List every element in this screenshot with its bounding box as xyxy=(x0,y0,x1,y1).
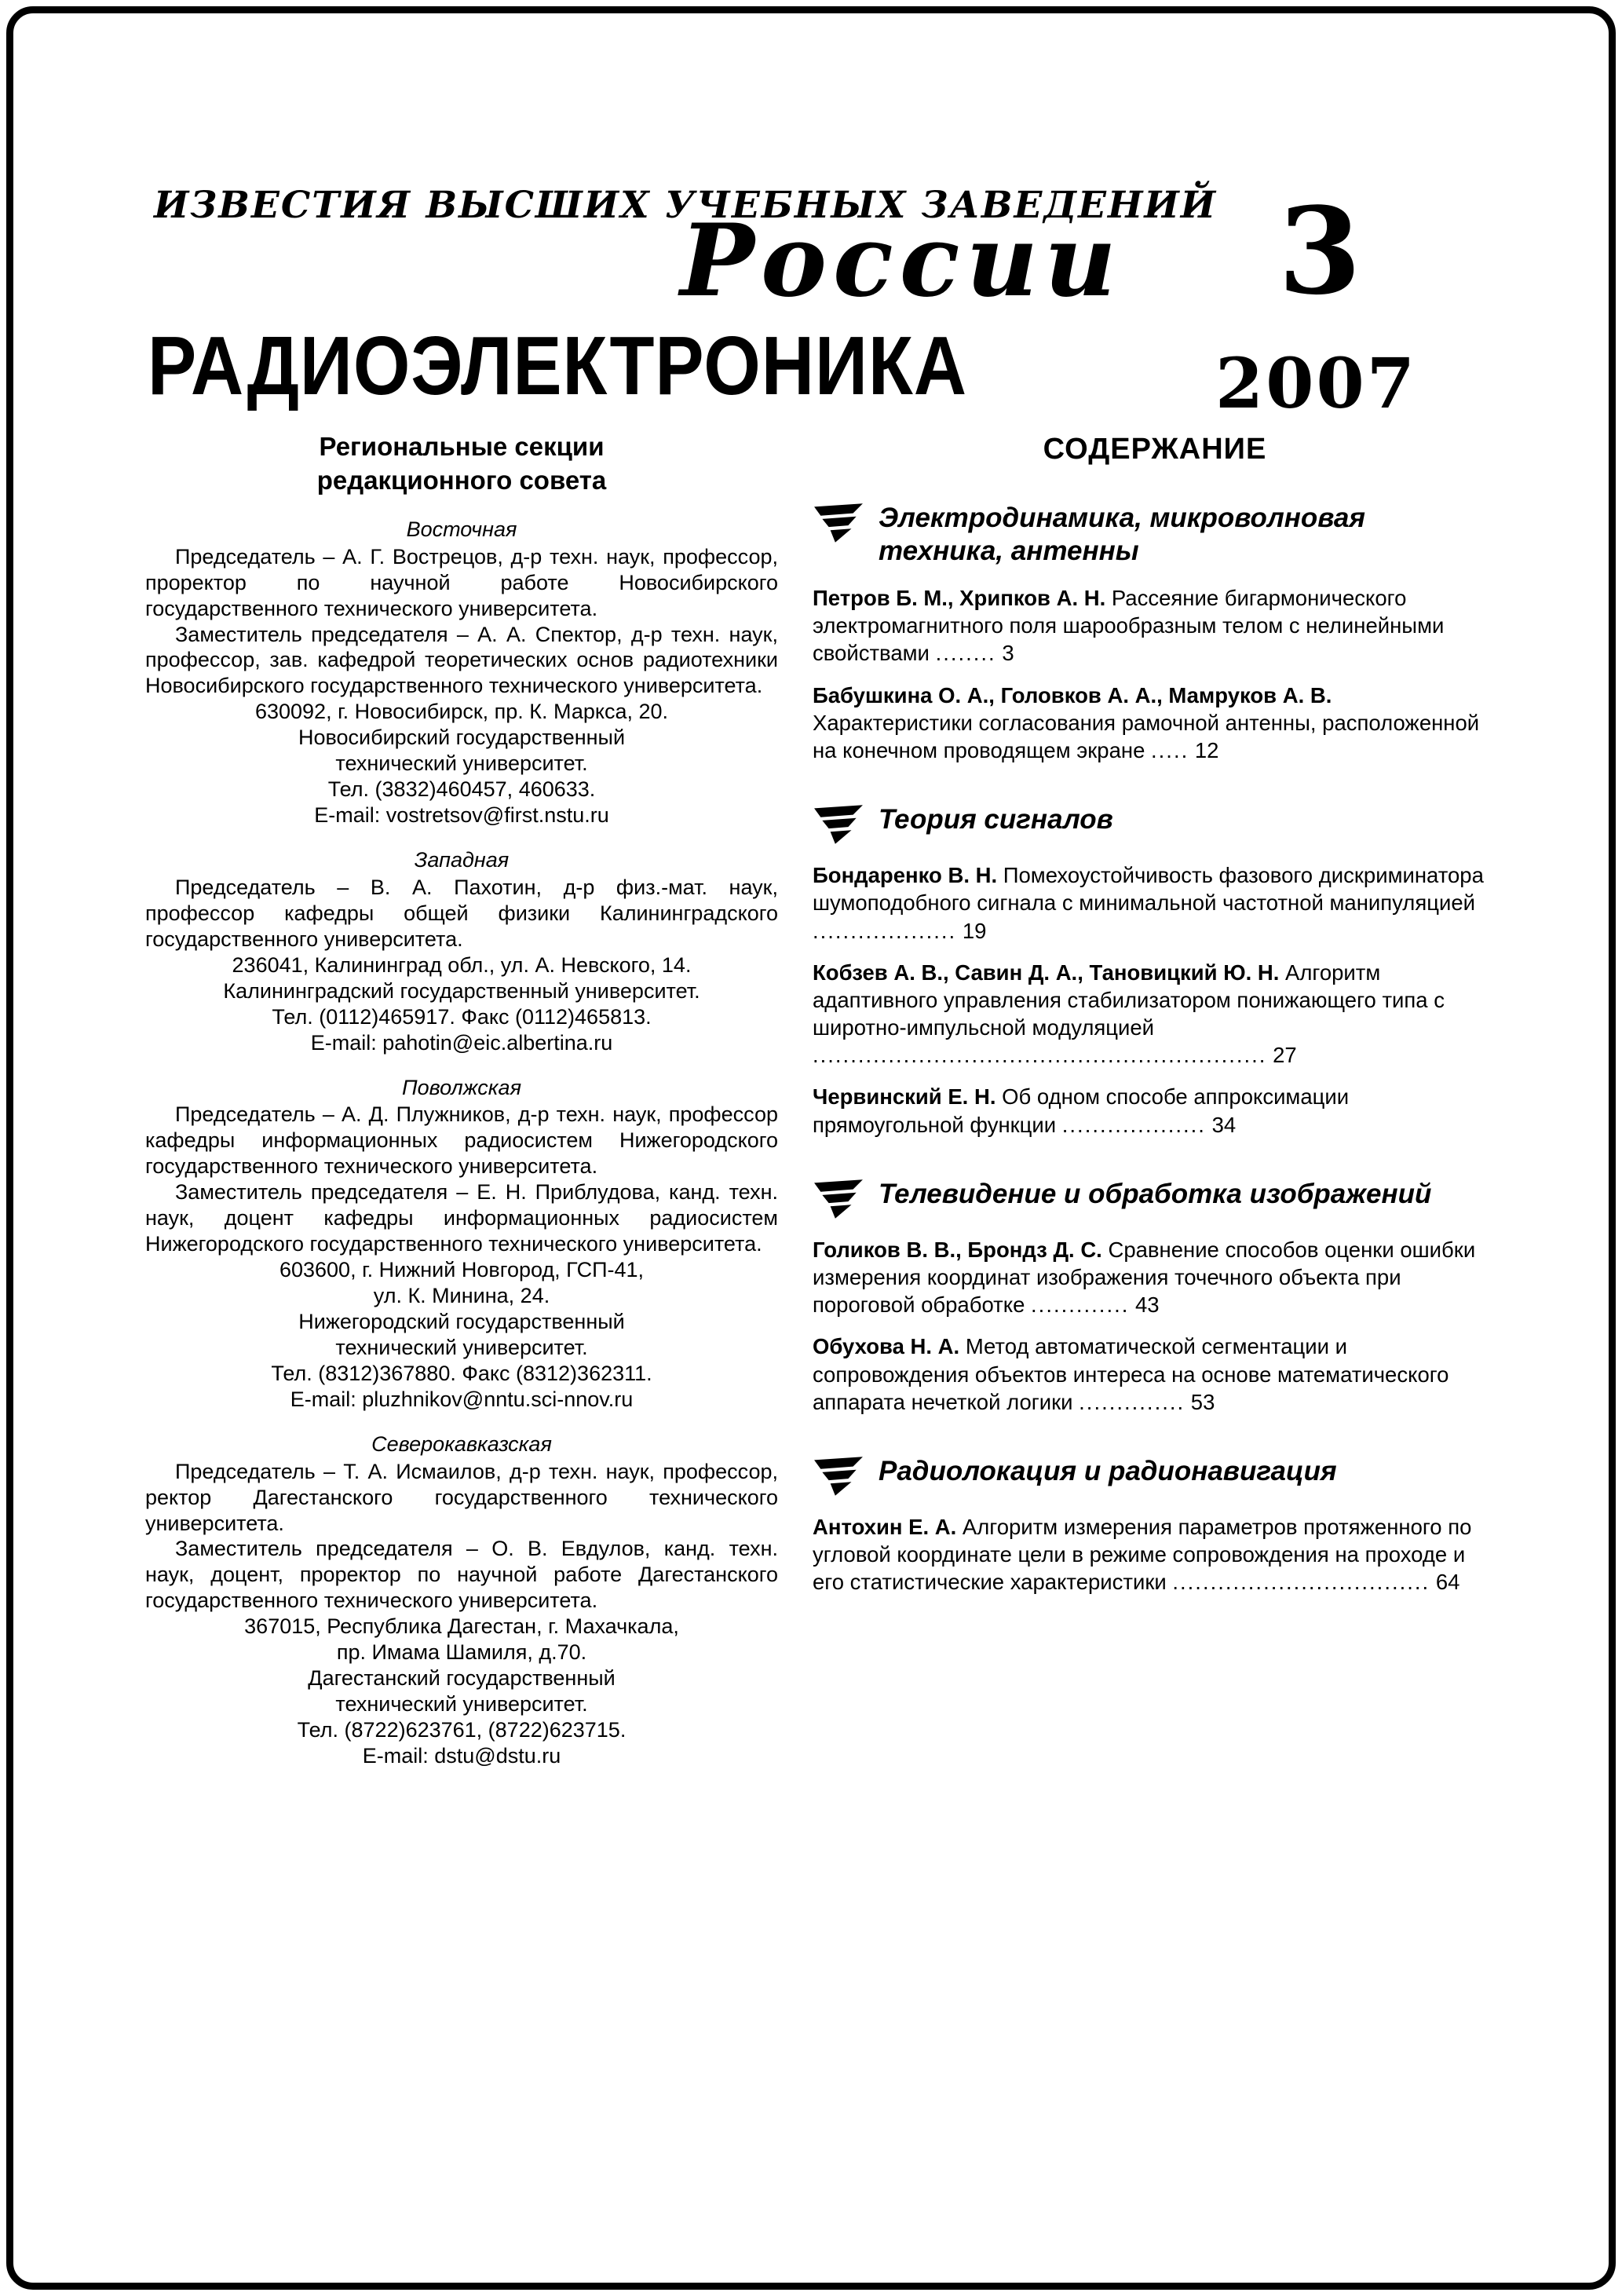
section-logo-icon xyxy=(813,1455,864,1497)
toc-item-title: Характеристики согласования рамочной антенны, расположенной на конечном проводящем экране xyxy=(813,710,1480,762)
address-line: Калининградский государственный университет. xyxy=(223,978,700,1003)
region-address xyxy=(145,1257,778,1413)
masthead-top-line: ИЗВЕСТИЯ ВЫСШИХ УЧЕБНЫХ ЗАВЕДЕНИЙ xyxy=(154,184,1218,227)
toc-section-radiolocation xyxy=(813,1455,1497,1596)
toc-item-title: Алгоритм адаптивного управления стабилизатором понижающего типа с широтно-импульсной модуляцией xyxy=(813,960,1445,1040)
toc-item-authors: Антохин Е. А. xyxy=(813,1514,957,1539)
address-line: 367015, Республика Дагестан, г. Махачкала, xyxy=(244,1614,679,1639)
toc-item-authors: Голиков В. В., Брондз Д. С. xyxy=(813,1237,1102,1262)
toc-item-title: Метод автоматической сегментации и сопровождения объектов интереса на основе математического аппарата нечеткой логики xyxy=(813,1334,1449,1414)
toc-section-television xyxy=(813,1178,1497,1416)
region-paragraph: Председатель – А. Г. Вострецов, д-р техн. наук, профессор, проректор по научной работе Новосибирского государственного технического университета. xyxy=(145,544,778,620)
toc-item-dots: ................... xyxy=(813,918,957,943)
toc-item-dots: ................... xyxy=(1061,1112,1206,1137)
toc-section-head xyxy=(813,803,1497,846)
address-line: Нижегородский государственный xyxy=(298,1309,625,1333)
address-line: 630092, г. Новосибирск, пр. К. Маркса, 20. xyxy=(254,700,669,724)
toc-item xyxy=(813,584,1497,667)
toc-item-page: 34 xyxy=(1211,1112,1237,1137)
toc-section-title: Телевидение и обработка изображений xyxy=(879,1178,1432,1209)
toc-section-electrodynamics xyxy=(813,502,1497,765)
toc-item-authors: Кобзев А. В., Савин Д. А., Тановицкий Ю. Н. xyxy=(813,960,1280,985)
toc-column xyxy=(813,430,1497,1636)
address-line: Дагестанский государственный xyxy=(308,1666,616,1691)
region-section-severokavkazskaya xyxy=(145,1431,778,1769)
region-address xyxy=(145,699,778,828)
region-section-vostochnaya xyxy=(145,517,778,828)
toc-section-signal-theory xyxy=(813,803,1497,1139)
region-name: Поволжская xyxy=(402,1075,521,1099)
toc-item-title: Алгоритм измерения параметров протяженного по угловой координате цели в режиме сопровождения на проходе и его статистические характеристики xyxy=(813,1514,1472,1595)
toc-item-page: 27 xyxy=(1273,1043,1297,1068)
section-logo-icon xyxy=(813,1178,864,1220)
address-line: 236041, Калининград обл., ул. А. Невского, 14. xyxy=(232,952,692,977)
toc-item-authors: Червинский Е. Н. xyxy=(813,1084,996,1110)
left-heading-line2: редакционного совета xyxy=(316,465,607,495)
address-line: 603600, г. Нижний Новгород, ГСП-41, xyxy=(279,1258,645,1282)
address-line: Тел. (0112)465917. Факс (0112)465813. xyxy=(272,1004,652,1029)
masthead-country-script: России xyxy=(680,203,1123,319)
toc-item xyxy=(813,682,1497,765)
toc-item-title: Сравнение способов оценки ошибки измерения координат изображения точечного объекта при пороговой обработке xyxy=(813,1237,1476,1318)
region-paragraph: Председатель – В. А. Пахотин, д-р физ.-мат. наук, профессор кафедры общей физики Калининградского государственного университета. xyxy=(145,875,778,951)
address-line: Тел. (8312)367880. Факс (8312)362311. xyxy=(271,1361,652,1385)
toc-item-authors: Петров Б. М., Хрипков А. Н. xyxy=(813,586,1106,610)
toc-item-authors: Обухова Н. А. xyxy=(813,1334,960,1359)
toc-section-head xyxy=(813,1455,1497,1497)
toc-item-dots: ........ xyxy=(935,641,996,666)
toc-item xyxy=(813,861,1497,945)
toc-item-page: 12 xyxy=(1194,737,1219,762)
region-name: Северокавказская xyxy=(371,1431,552,1456)
toc-item-title: Помехоустойчивость фазового дискриминатора шумоподобного сигнала с минимальной частотной манипуляцией xyxy=(813,863,1484,916)
toc-item-page: 19 xyxy=(962,918,987,943)
toc-section-head xyxy=(813,1178,1497,1220)
toc-item-dots: ..... xyxy=(1151,737,1189,762)
address-email: E-mail: vostretsov@first.nstu.ru xyxy=(314,803,609,828)
region-paragraph: Заместитель председателя – А. А. Спектор, д-р техн. наук, профессор, зав. кафедрой теоретических основ радиотехники Новосибирского государственного технического университета. xyxy=(145,622,778,698)
toc-item xyxy=(813,1236,1497,1319)
toc-item-dots: ............................................................ xyxy=(813,1043,1267,1068)
toc-item-title: Об одном способе аппроксимации прямоугольной функции xyxy=(813,1084,1350,1137)
region-name: Западная xyxy=(414,848,510,872)
address-email: E-mail: pluzhnikov@nntu.sci-nnov.ru xyxy=(290,1387,634,1411)
toc-item-page: 43 xyxy=(1135,1292,1160,1318)
address-line: технический университет. xyxy=(335,751,588,776)
region-paragraph: Председатель – Т. А. Исмаилов, д-р техн. наук, профессор, ректор Дагестанского государственного технического университета. xyxy=(145,1459,778,1535)
left-column-heading xyxy=(145,430,778,498)
region-section-zapadnaya xyxy=(145,847,778,1056)
address-line: пр. Имама Шамиля, д.70. xyxy=(336,1640,587,1665)
region-address xyxy=(145,952,778,1056)
toc-item xyxy=(813,959,1497,1069)
region-paragraph: Заместитель председателя – О. В. Евдулов, канд. техн. наук, доцент, проректор по научной работе Дагестанского государственного технического университета. xyxy=(145,1537,778,1613)
issue-year: 2007 xyxy=(1215,342,1417,424)
toc-section-title: Радиолокация и радионавигация xyxy=(879,1455,1337,1486)
toc-item-title: Рассеяние бигармонического электромагнитного поля шарообразным телом с нелинейными свойствами xyxy=(813,586,1445,666)
toc-item xyxy=(813,1513,1497,1596)
issue-number: 3 xyxy=(1278,181,1361,321)
toc-item-authors: Бабушкина О. А., Головков А. А., Мамруков А. В. xyxy=(813,682,1332,707)
toc-heading: СОДЕРЖАНИЕ xyxy=(1043,433,1267,466)
toc-item xyxy=(813,1083,1497,1138)
toc-section-title: Теория сигналов xyxy=(879,804,1113,835)
region-paragraph: Заместитель председателя – Е. Н. Приблудова, канд. техн. наук, доцент кафедры информационных радиосистем Нижегородского государственного технического университета. xyxy=(145,1180,778,1256)
toc-section-title: Электродинамика, микроволновая техника, антенны xyxy=(879,502,1365,567)
left-heading-line1: Региональные секции xyxy=(319,432,605,461)
region-name: Восточная xyxy=(406,517,517,541)
toc-item-authors: Бондаренко В. Н. xyxy=(813,863,998,888)
journal-title: РАДИОЭЛЕКТРОНИКА xyxy=(148,320,967,412)
address-email: E-mail: dstu@dstu.ru xyxy=(362,1743,561,1768)
address-line: Новосибирский государственный xyxy=(298,726,626,750)
address-line: Тел. (3832)460457, 460633. xyxy=(327,777,596,802)
region-address xyxy=(145,1614,778,1769)
toc-section-head xyxy=(813,502,1497,569)
toc-item-page: 53 xyxy=(1190,1389,1215,1414)
toc-item-dots: .............. xyxy=(1079,1389,1185,1414)
address-line: ул. К. Минина, 24. xyxy=(373,1284,550,1308)
toc-item-dots: .................................. xyxy=(1172,1570,1430,1595)
address-line: технический университет. xyxy=(335,1335,588,1359)
address-email: E-mail: pahotin@eic.albertina.ru xyxy=(310,1030,613,1055)
address-line: Тел. (8722)623761, (8722)623715. xyxy=(297,1718,627,1742)
toc-item-dots: ............. xyxy=(1031,1292,1130,1318)
toc-item-page: 3 xyxy=(1002,641,1014,666)
section-logo-icon xyxy=(813,803,864,846)
address-line: технический университет. xyxy=(335,1692,588,1717)
region-section-povolzhskaya xyxy=(145,1075,778,1413)
toc-item xyxy=(813,1333,1497,1416)
section-logo-icon xyxy=(813,502,864,544)
regional-sections-column xyxy=(145,430,778,1769)
region-paragraph: Председатель – А. Д. Плужников, д-р техн. наук, профессор кафедры информационных радиосистем Нижегородского государственного технического университета. xyxy=(145,1102,778,1179)
toc-item-page: 64 xyxy=(1435,1570,1460,1595)
